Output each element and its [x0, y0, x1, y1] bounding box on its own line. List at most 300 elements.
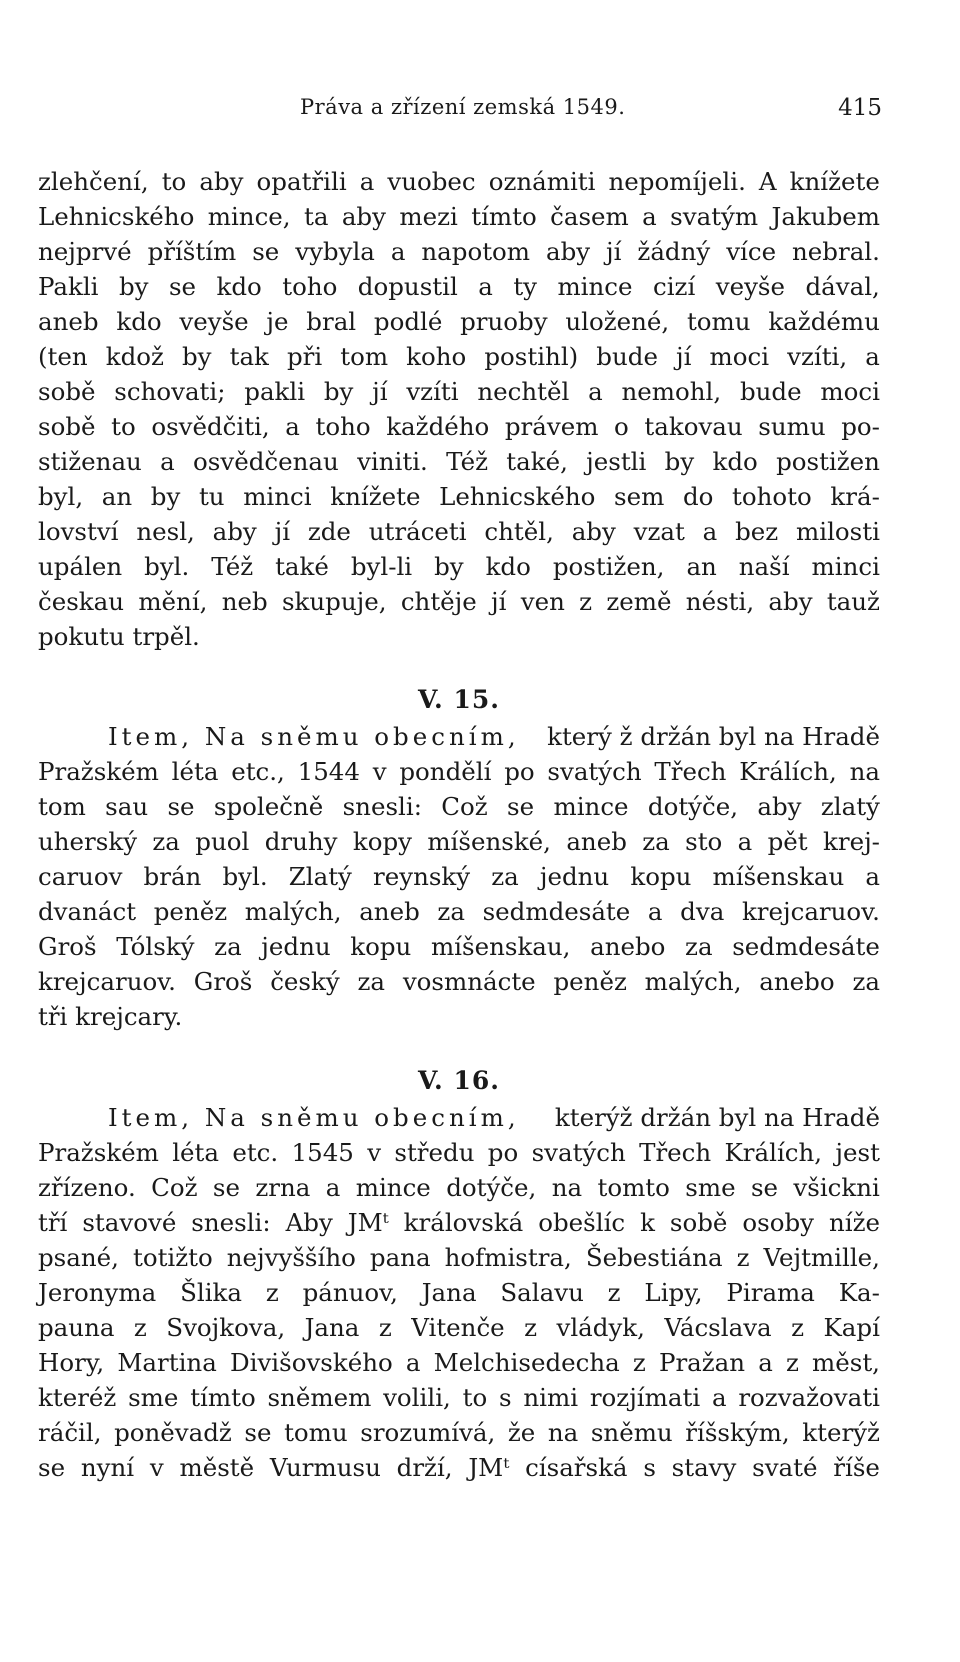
- word: aneb: [38, 307, 99, 336]
- word: z: [133, 1313, 147, 1342]
- word: nésti,: [685, 587, 755, 616]
- word: 1545: [291, 1138, 354, 1167]
- word: byl.: [144, 552, 190, 581]
- word: bez: [735, 517, 779, 546]
- word: mezi: [399, 202, 458, 231]
- text-line: [38, 164, 880, 199]
- word: JMᵗ: [468, 1453, 510, 1482]
- word: to: [462, 1383, 488, 1412]
- word: nesl,: [136, 517, 195, 546]
- word: osoby: [742, 1208, 814, 1237]
- word: českau: [38, 587, 125, 616]
- word: a: [325, 1173, 341, 1202]
- word: tomu: [686, 307, 751, 336]
- word: dotýče,: [446, 1173, 537, 1202]
- text-line: [38, 619, 880, 654]
- word: právem: [504, 412, 599, 441]
- word: sem: [614, 482, 665, 511]
- spaced-lead-text: Item, Na sněmu obecním,: [108, 1103, 520, 1132]
- word: sme: [128, 1383, 179, 1412]
- word: podlé: [373, 307, 443, 336]
- word: Hory,: [38, 1348, 105, 1377]
- word: Třech: [639, 1138, 712, 1167]
- word: uložené,: [565, 307, 670, 336]
- word: Pražském: [38, 757, 159, 786]
- word: a: [405, 1348, 421, 1377]
- word: tomu: [284, 1418, 348, 1447]
- word: dotýče,: [647, 792, 739, 821]
- word: stavové: [82, 1208, 177, 1237]
- word: a: [359, 167, 375, 196]
- text-line: [38, 409, 880, 444]
- text-line: [38, 1100, 880, 1135]
- word: JMᵗ: [347, 1208, 389, 1237]
- word: Ka-: [838, 1278, 880, 1307]
- word: ven: [520, 587, 565, 616]
- word: po-: [841, 412, 880, 441]
- word: říše: [833, 1453, 880, 1482]
- word: také: [275, 552, 329, 581]
- word: svaté: [752, 1453, 818, 1482]
- word: moci: [709, 342, 770, 371]
- word: napotom: [421, 237, 531, 266]
- word: knížete: [789, 167, 880, 196]
- text-line: [38, 549, 880, 584]
- word: Též: [211, 552, 254, 581]
- word: Groš: [193, 967, 253, 996]
- text-line: [38, 444, 880, 479]
- word: schovati;: [114, 377, 226, 406]
- word: zřízeno.: [38, 1173, 136, 1202]
- word: vybyla: [295, 237, 375, 266]
- word: z: [785, 1348, 799, 1377]
- line-text: pokutu trpěl.: [38, 622, 200, 651]
- text-line: [38, 234, 880, 269]
- text-line: [38, 1450, 880, 1485]
- word: A: [758, 167, 777, 196]
- word: že: [507, 1418, 536, 1447]
- word: stiženau: [38, 447, 142, 476]
- word: tohoto: [732, 482, 812, 511]
- section-heading-15: V. 15.: [418, 685, 500, 714]
- word: to: [161, 167, 187, 196]
- word: za: [685, 932, 713, 961]
- word: Pražan: [658, 1348, 746, 1377]
- word: zde: [307, 517, 351, 546]
- word: se: [750, 1173, 779, 1202]
- word: nejvyššího: [226, 1243, 356, 1272]
- word: krej-: [823, 827, 880, 856]
- word: sme: [685, 1173, 736, 1202]
- word: český: [270, 967, 340, 996]
- word: a: [390, 237, 406, 266]
- word: tak: [229, 342, 269, 371]
- line-text: kterýž držán byl na Hradě: [554, 1103, 880, 1132]
- word: krá-: [830, 482, 880, 511]
- section-heading-16: V. 16.: [418, 1066, 500, 1095]
- word: z: [378, 1313, 392, 1342]
- word: cizí: [652, 272, 696, 301]
- word: mince: [355, 1173, 431, 1202]
- word: volili,: [383, 1383, 451, 1412]
- word: druhy: [264, 827, 338, 856]
- word: mince: [557, 272, 633, 301]
- word: aby: [768, 587, 813, 616]
- word: zlatý: [820, 792, 880, 821]
- word: Králích,: [724, 1138, 823, 1167]
- word: sau: [105, 792, 149, 821]
- text-line: [38, 1380, 880, 1415]
- word: míšenské,: [427, 827, 551, 856]
- word: z: [632, 1348, 646, 1377]
- word: dvanáct: [38, 897, 137, 926]
- word: za: [152, 827, 180, 856]
- word: a: [711, 1383, 727, 1412]
- word: chtěl,: [484, 517, 554, 546]
- word: an: [686, 552, 717, 581]
- word: bral: [306, 307, 357, 336]
- word: a: [160, 447, 175, 476]
- word: se: [212, 1173, 240, 1202]
- word: aby: [571, 517, 616, 546]
- word: Třech: [654, 757, 727, 786]
- text-line: [38, 719, 880, 754]
- word: na: [551, 1173, 583, 1202]
- text-line: [38, 1415, 880, 1450]
- word: je: [266, 307, 289, 336]
- word: královská: [403, 1208, 524, 1237]
- word: srozumívá,: [360, 1418, 496, 1447]
- text-line: [38, 929, 880, 964]
- word: reynský: [373, 862, 471, 891]
- word: země: [606, 587, 672, 616]
- word: oznámiti: [488, 167, 596, 196]
- word: obešlíc: [538, 1208, 626, 1237]
- word: kdo: [216, 272, 262, 301]
- word: nemohl,: [621, 377, 722, 406]
- word: peněz: [553, 967, 627, 996]
- word: Pakli: [38, 272, 99, 301]
- word: anebo: [759, 967, 835, 996]
- word: jednu: [539, 862, 610, 891]
- word: příštím: [147, 237, 237, 266]
- word: sněmem: [267, 1383, 372, 1412]
- word: Králích,: [739, 757, 837, 786]
- word: jest: [835, 1138, 880, 1167]
- word: jí: [372, 377, 388, 406]
- word: více: [726, 237, 777, 266]
- word: pruoby: [460, 307, 548, 336]
- word: za: [852, 967, 880, 996]
- word: všickni: [793, 1173, 880, 1202]
- word: aby: [341, 202, 386, 231]
- text-line: [38, 584, 880, 619]
- text-line: [38, 859, 880, 894]
- word: níže: [828, 1208, 880, 1237]
- word: z: [736, 1243, 750, 1272]
- word: vosmnácte: [402, 967, 536, 996]
- word: se: [244, 1418, 272, 1447]
- text-line: [38, 1170, 880, 1205]
- word: hofmistra,: [444, 1243, 572, 1272]
- word: vzíti,: [787, 342, 848, 371]
- word: bude: [596, 342, 658, 371]
- word: etc.: [232, 1138, 279, 1167]
- text-line: [38, 1135, 880, 1170]
- word: jí: [606, 237, 622, 266]
- word: ta: [303, 202, 329, 231]
- word: mince: [553, 792, 629, 821]
- word: Vurmusu: [269, 1453, 381, 1482]
- line-text: tři krejcary.: [38, 1002, 183, 1031]
- word: každého: [386, 412, 490, 441]
- word: (ten: [38, 342, 88, 371]
- word: každému: [768, 307, 880, 336]
- word: veyše: [179, 307, 249, 336]
- word: Vejtmille,: [763, 1243, 880, 1272]
- word: Kapí: [823, 1313, 880, 1342]
- word: snesli:: [191, 1208, 271, 1237]
- word: koho: [406, 342, 467, 371]
- word: toho: [315, 412, 371, 441]
- word: osvědčenau: [193, 447, 339, 476]
- word: poněvadž: [114, 1418, 232, 1447]
- word: Jana: [421, 1278, 477, 1307]
- word: dva: [680, 897, 725, 926]
- word: an: [101, 482, 133, 511]
- running-title: Práva a zřízení zemská 1549.: [300, 95, 626, 119]
- word: takovau: [644, 412, 743, 441]
- text-line: [38, 1275, 880, 1310]
- word: a: [285, 412, 300, 441]
- word: by: [150, 482, 181, 511]
- word: kterýž: [802, 1418, 880, 1447]
- word: k: [640, 1208, 655, 1237]
- word: také,: [506, 447, 568, 476]
- word: nimi: [523, 1383, 579, 1412]
- word: císařská: [525, 1453, 628, 1482]
- word: tu: [198, 482, 225, 511]
- word: byl.: [222, 862, 268, 891]
- word: při: [286, 342, 323, 371]
- word: byl-li: [350, 552, 413, 581]
- word: Melchisedecha: [433, 1348, 620, 1377]
- text-line: [38, 374, 880, 409]
- text-line: [38, 479, 880, 514]
- word: byl,: [38, 482, 84, 511]
- word: sněmu: [590, 1418, 673, 1447]
- word: mince,: [207, 202, 291, 231]
- word: chtěje: [400, 587, 477, 616]
- word: minci: [243, 482, 312, 511]
- word: milosti: [796, 517, 880, 546]
- word: tom: [38, 792, 86, 821]
- word: Což: [441, 792, 488, 821]
- word: vuobec: [387, 167, 476, 196]
- word: a: [642, 202, 657, 231]
- word: Vácslava: [664, 1313, 772, 1342]
- word: nechtěl: [477, 377, 570, 406]
- word: s: [643, 1453, 656, 1482]
- page-number: 415: [838, 95, 882, 121]
- word: Pirama: [726, 1278, 815, 1307]
- word: o: [614, 412, 629, 441]
- word: se: [168, 272, 197, 301]
- word: brán: [143, 862, 202, 891]
- word: etc.,: [231, 757, 285, 786]
- word: puol: [195, 827, 250, 856]
- word: jí: [491, 587, 507, 616]
- word: do: [682, 482, 714, 511]
- word: středu: [394, 1138, 475, 1167]
- section-16-text: [38, 1100, 880, 1485]
- word: aby: [199, 167, 244, 196]
- word: drží,: [396, 1453, 453, 1482]
- word: Groš: [38, 932, 97, 961]
- word: dopustil: [357, 272, 458, 301]
- word: sobě: [38, 412, 96, 441]
- word: mění,: [138, 587, 208, 616]
- word: by: [434, 552, 464, 581]
- word: říšským,: [685, 1418, 790, 1447]
- word: krejcaruov.: [38, 967, 176, 996]
- word: snesli:: [342, 792, 422, 821]
- text-line: [38, 514, 880, 549]
- word: ty: [513, 272, 537, 301]
- word: aby: [757, 792, 802, 821]
- text-line: [38, 894, 880, 929]
- word: pakli: [244, 377, 306, 406]
- word: osvědčiti,: [151, 412, 270, 441]
- word: z: [579, 587, 593, 616]
- word: by: [118, 272, 149, 301]
- word: jí: [676, 342, 692, 371]
- word: knížete: [330, 482, 421, 511]
- word: v: [367, 1138, 382, 1167]
- section-15-text: [38, 719, 880, 1034]
- word: a: [737, 827, 753, 856]
- text-line: [38, 789, 880, 824]
- word: a: [647, 897, 663, 926]
- word: nepomíjeli.: [608, 167, 746, 196]
- word: s: [499, 1383, 512, 1412]
- word: skupuje,: [281, 587, 387, 616]
- word: jestli: [586, 447, 647, 476]
- page-body: [38, 164, 880, 1485]
- word: časem: [550, 202, 629, 231]
- word: anebo: [590, 932, 666, 961]
- word: malých,: [644, 967, 742, 996]
- word: kopu: [630, 862, 692, 891]
- word: ráčil,: [38, 1418, 102, 1447]
- word: neb: [221, 587, 268, 616]
- spaced-lead-text: Item, Na sněmu obecním,: [108, 722, 520, 751]
- word: by: [182, 342, 212, 371]
- word: rozjímati: [589, 1383, 701, 1412]
- word: viniti.: [357, 447, 428, 476]
- word: za: [642, 827, 670, 856]
- word: sobě: [38, 377, 96, 406]
- word: to: [111, 412, 136, 441]
- word: sedmdesáte: [482, 897, 631, 926]
- word: za: [491, 862, 519, 891]
- word: Jeronyma: [38, 1278, 157, 1307]
- word: Pražském: [38, 1138, 159, 1167]
- word: Svojkova,: [166, 1313, 286, 1342]
- word: Jakubem: [771, 202, 880, 231]
- word: totižto: [132, 1243, 213, 1272]
- word: tauž: [826, 587, 880, 616]
- line-text: který ž držán byl na Hradě: [547, 722, 880, 751]
- word: Lipy,: [644, 1278, 703, 1307]
- word: sobě: [669, 1208, 728, 1237]
- text-line: [38, 1205, 880, 1240]
- word: Salavu: [500, 1278, 584, 1307]
- word: z: [265, 1278, 279, 1307]
- word: toho: [282, 272, 338, 301]
- word: zrna: [255, 1173, 311, 1202]
- word: sumu: [758, 412, 826, 441]
- word: tímto: [190, 1383, 256, 1412]
- word: z: [607, 1278, 621, 1307]
- word: za: [214, 932, 242, 961]
- word: Vitenče: [411, 1313, 505, 1342]
- word: po: [487, 1138, 519, 1167]
- word: pondělí: [399, 757, 492, 786]
- word: městě: [179, 1453, 255, 1482]
- word: pánuov,: [302, 1278, 398, 1307]
- word: pana: [369, 1243, 431, 1272]
- word: míšenskau,: [430, 932, 571, 961]
- word: kdo: [485, 552, 531, 581]
- word: nyní: [80, 1453, 135, 1482]
- word: Šlika: [180, 1278, 242, 1307]
- word: opatřili: [256, 167, 347, 196]
- word: rozvažovati: [738, 1383, 880, 1412]
- word: psané,: [38, 1243, 119, 1272]
- word: by: [323, 377, 354, 406]
- word: svatým: [670, 202, 759, 231]
- word: postižen: [776, 447, 880, 476]
- word: jí: [274, 517, 291, 546]
- word: vládyk,: [556, 1313, 645, 1342]
- word: tří: [38, 1208, 68, 1237]
- word: Divišovského: [229, 1348, 393, 1377]
- word: Jana: [304, 1313, 360, 1342]
- word: Tólský: [116, 932, 195, 961]
- word: sedmdesáte: [732, 932, 880, 961]
- text-line: [38, 199, 880, 234]
- word: minci: [811, 552, 880, 581]
- word: vzíti: [406, 377, 459, 406]
- word: aby: [545, 237, 591, 266]
- word: se: [252, 237, 280, 266]
- word: z: [791, 1313, 805, 1342]
- word: by: [664, 447, 695, 476]
- word: kdož: [105, 342, 164, 371]
- word: naší: [738, 552, 790, 581]
- word: nebral.: [792, 237, 880, 266]
- word: sto: [685, 827, 723, 856]
- word: aby: [212, 517, 257, 546]
- word: jednu: [261, 932, 331, 961]
- word: malých,: [244, 897, 342, 926]
- word: postihl): [484, 342, 579, 371]
- word: caruov: [38, 862, 123, 891]
- word: 1544: [297, 757, 360, 786]
- word: kdo: [116, 307, 162, 336]
- word: a: [478, 272, 493, 301]
